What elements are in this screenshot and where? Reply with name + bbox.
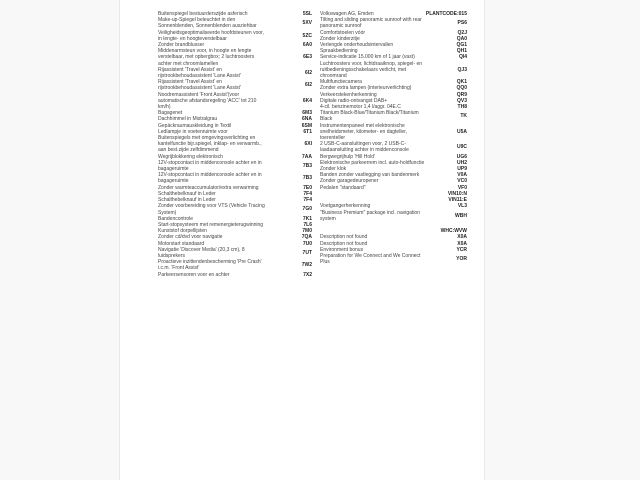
- equipment-description: Buitenspiegels met omgevingsverlichting en kantelfunctie bijr.spiegel, inklap- en verwarmb., aan best.zijde zelfdimmend: [158, 135, 262, 154]
- equipment-description: Noodremassistent 'Front Assist'(voor automatische afstandsregeling 'ACC' tot 210 km/h): [158, 91, 257, 111]
- equipment-description: Zonder extra lampen (interieurverlichting): [320, 85, 412, 92]
- equipment-description: Schalthebelknauf in Leder: [158, 197, 216, 204]
- equipment-description: Description not found: [320, 234, 368, 241]
- equipment-description: Schalthebelknauf in Leder: [158, 190, 216, 197]
- equipment-code: 7M0: [302, 228, 312, 235]
- equipment-code: 7B3: [302, 162, 312, 169]
- equipment-code: 6NA: [301, 116, 312, 123]
- equipment-code: 6E3: [303, 54, 312, 61]
- equipment-code: YOR: [456, 256, 467, 262]
- equipment-code: 7E0: [303, 184, 312, 191]
- equipment-description: Digitale radio-ontvangst DAB+: [320, 97, 388, 104]
- equipment-code: 7UT: [302, 249, 312, 256]
- equipment-description: Luchtroosters voor, lichtdraaiknop, spiegel- en ruitbedieningsschakelaars verlicht, met chroomrand: [320, 60, 423, 80]
- equipment-description: Preparation for We Connect and We Connect Plus: [320, 252, 421, 266]
- equipment-description: 2 USB-C-aansluitingen voor, 2 USB-C-laadaansluiting achter in middenconsole: [320, 141, 409, 154]
- equipment-row: [320, 123, 467, 142]
- equipment-code: WHC:WVW: [440, 228, 467, 235]
- equipment-row: [320, 253, 467, 265]
- equipment-row: [158, 247, 312, 259]
- equipment-code: 7G0: [302, 206, 312, 213]
- equipment-code: VIN11:E: [448, 197, 467, 204]
- equipment-description: Zonder kinderzitje: [320, 35, 360, 42]
- equipment-code: 6A0: [302, 42, 312, 49]
- equipment-description: Buitenspiegel bestuurderszijde asferisch: [158, 11, 248, 17]
- equipment-description: Start-stopsysteem met remenergieterugwinning: [158, 221, 264, 228]
- equipment-row: [158, 92, 312, 111]
- equipment-row: [158, 17, 312, 29]
- equipment-code: TK: [460, 113, 467, 120]
- equipment-code: QI4: [458, 54, 467, 61]
- equipment-code: PS6: [457, 20, 467, 27]
- equipment-description: Verkeerstekenherkenning: [320, 91, 377, 98]
- equipment-code: VL3: [457, 203, 467, 210]
- equipment-description: Zonder cd/dvd voor navigatie: [158, 234, 223, 241]
- equipment-description: Description not found: [320, 240, 368, 247]
- equipment-description: Proactieve inzittendenbescherming 'Pre Crash' i.c.m. 'Front Assist': [158, 259, 262, 272]
- equipment-description: Veiligheidsgeoptimaliseerde hoofdsteunen voor, in lengte- en hoogteverstelbaar: [158, 29, 264, 42]
- equipment-description: Pedalen "standaard": [320, 184, 366, 191]
- equipment-code: VIN10:N: [447, 190, 467, 197]
- equipment-code: QH1: [456, 48, 467, 55]
- equipment-code: WBH: [455, 212, 467, 219]
- equipment-row: [158, 172, 312, 184]
- equipment-code: 5SL: [302, 11, 312, 17]
- equipment-code: 5ZC: [302, 32, 312, 39]
- equipment-row: [158, 67, 312, 79]
- equipment-description: Multifunctiecamera: [320, 79, 362, 86]
- equipment-description: Environment bonus: [320, 246, 364, 253]
- equipment-row: [320, 110, 467, 122]
- equipment-description: Comfortstoelen vóór: [320, 29, 366, 36]
- equipment-code: 6K4: [302, 97, 312, 104]
- equipment-description: Bergwegrijhulp 'Hill Hold': [320, 153, 375, 160]
- equipment-description: 12V-stopcontact in middenconsole achter en in bagageruimte: [158, 172, 262, 185]
- equipment-code: 7W2: [301, 262, 312, 269]
- equipment-code: U5A: [456, 128, 467, 135]
- equipment-code: TH8: [457, 104, 467, 111]
- equipment-code: 7X2: [303, 271, 312, 278]
- equipment-description: Instrumentenpaneel met elektronische snelheidsmeter, kilometer- en dagteller, toerenteller: [320, 122, 407, 142]
- document-page: [119, 0, 485, 480]
- equipment-column-right: [320, 11, 467, 278]
- equipment-description: Parkeersensoren voor en achter: [158, 271, 230, 278]
- equipment-code: VC0: [457, 178, 467, 185]
- equipment-code: QQ0: [456, 85, 467, 92]
- equipment-code: QV3: [456, 97, 467, 104]
- equipment-description: Tilting and sliding panoramic sunroof with rear panoramic sunroof: [320, 17, 422, 30]
- equipment-description: 4-cil. benzinemotor 1,4 l/aggr. 04E.C: [320, 104, 401, 111]
- equipment-row: [320, 141, 467, 153]
- equipment-description: Spraakbediening: [320, 48, 358, 55]
- equipment-code: QR9: [456, 91, 467, 98]
- equipment-row: [158, 79, 312, 91]
- equipment-description: Service-indicatie 15.000 km of 1 jaar (vast): [320, 54, 415, 61]
- equipment-code: QK1: [456, 79, 467, 86]
- equipment-description: Zonder klok: [320, 166, 347, 173]
- equipment-code: UG6: [456, 153, 467, 160]
- equipment-code: 6M3: [302, 110, 312, 117]
- equipment-row: [320, 210, 467, 222]
- equipment-code: 6SM: [301, 122, 312, 129]
- equipment-description: Verlengde onderhoudsintervallen: [320, 42, 394, 49]
- equipment-code: 7U0: [302, 240, 312, 247]
- equipment-code: UH2: [456, 159, 467, 166]
- equipment-column-left: [158, 11, 312, 278]
- equipment-code: UP9: [457, 166, 467, 173]
- equipment-description: Motorstart standaard: [158, 240, 205, 247]
- equipment-code: QJ3: [457, 66, 467, 73]
- equipment-code: 7B3: [302, 175, 312, 182]
- equipment-row: [158, 48, 312, 67]
- equipment-description: Zonder garagedeuropener: [320, 178, 379, 185]
- equipment-description: Kunststof dorpellijsten: [158, 228, 207, 235]
- equipment-row: [158, 272, 312, 278]
- equipment-code: X0A: [457, 234, 467, 241]
- equipment-code: U9C: [456, 144, 467, 151]
- equipment-code: 7F4: [303, 190, 312, 197]
- equipment-code: X0A: [457, 240, 467, 247]
- equipment-code: PLANTCODE:015: [425, 11, 467, 17]
- equipment-description: Zonder voorbereiding voor VTS (Vehicle Tracing System): [158, 203, 265, 216]
- equipment-description: Zonder brandblusser: [158, 42, 205, 49]
- equipment-description: Rijassistent 'Travel Assist' en rijstrookbehoudassistent 'Lane Assist': [158, 79, 241, 92]
- equipment-row: [320, 17, 467, 29]
- equipment-description: Banden zonder vastlegging van bandenmerk: [320, 172, 420, 179]
- equipment-code: 7L6: [303, 221, 312, 228]
- equipment-description: 12V-stopcontact in middenconsole achter en in bagageruimte: [158, 159, 262, 173]
- equipment-row: [158, 259, 312, 271]
- equipment-code: QA0: [456, 35, 467, 42]
- equipment-description: Navigatie 'Discover Media' (20,3 cm), 8 luidsprekers: [158, 246, 245, 259]
- equipment-code: 7K1: [302, 215, 312, 222]
- equipment-code: 6T1: [303, 128, 312, 135]
- equipment-code: 7AA: [301, 153, 312, 160]
- equipment-description: Bagagenet: [158, 110, 183, 117]
- equipment-code: 7QA: [301, 234, 312, 241]
- equipment-row: [158, 203, 312, 215]
- equipment-code: 5XV: [302, 20, 312, 27]
- equipment-description: Wegrijblokkering elektronisch: [158, 153, 223, 160]
- equipment-description: Titanium Black-Blue/Titanium Black/Titanium Black: [320, 110, 419, 123]
- equipment-code: VF0: [457, 184, 467, 191]
- equipment-code: 7F4: [303, 197, 312, 204]
- equipment-code: YCR: [456, 246, 467, 253]
- equipment-row: [158, 160, 312, 172]
- equipment-row: [158, 30, 312, 42]
- equipment-description: Ledlampje in voetenruimte voor: [158, 128, 228, 135]
- equipment-description: Gepäckraumauskleidung in Textil: [158, 122, 232, 129]
- equipment-code: 6I2: [305, 69, 312, 76]
- equipment-code: 6I2: [305, 82, 312, 89]
- equipment-description: Volkswagen AG, Emden: [320, 11, 374, 17]
- equipment-description: Zonder warmteaccumulator/extra verwarming: [158, 184, 259, 191]
- equipment-description: Voetgangerherkenning: [320, 203, 371, 210]
- equipment-description: Elektronische parkeerrem incl. auto-holdfunctie: [320, 159, 425, 166]
- equipment-description: Rijassistent 'Travel Assist' en rijstrookbehoudassistent 'Lane Assist': [158, 66, 241, 80]
- equipment-code: Q2J: [457, 29, 467, 36]
- equipment-description: "Business Premium" package incl. navigation system: [320, 209, 420, 222]
- equipment-row: [320, 61, 467, 80]
- equipment-description: Dachhimmel in Mistralgrau: [158, 116, 218, 123]
- equipment-description: Make-up-Spiegel beleuchtet in den Sonnenblenden, Sonnenblenden ausziehbar: [158, 17, 257, 30]
- equipment-code: V0A: [457, 172, 467, 179]
- equipment-row: [158, 135, 312, 154]
- equipment-description: Bandencontrole: [158, 215, 194, 222]
- equipment-list: [120, 0, 484, 278]
- equipment-description: Middenarmsteun voor, in hoogte en lengte verstelbaar, met opbergbox; 2 luchtroosters achter met chroomlamellen: [158, 48, 255, 67]
- equipment-code: 6XI: [304, 141, 312, 148]
- equipment-code: QG1: [456, 42, 467, 49]
